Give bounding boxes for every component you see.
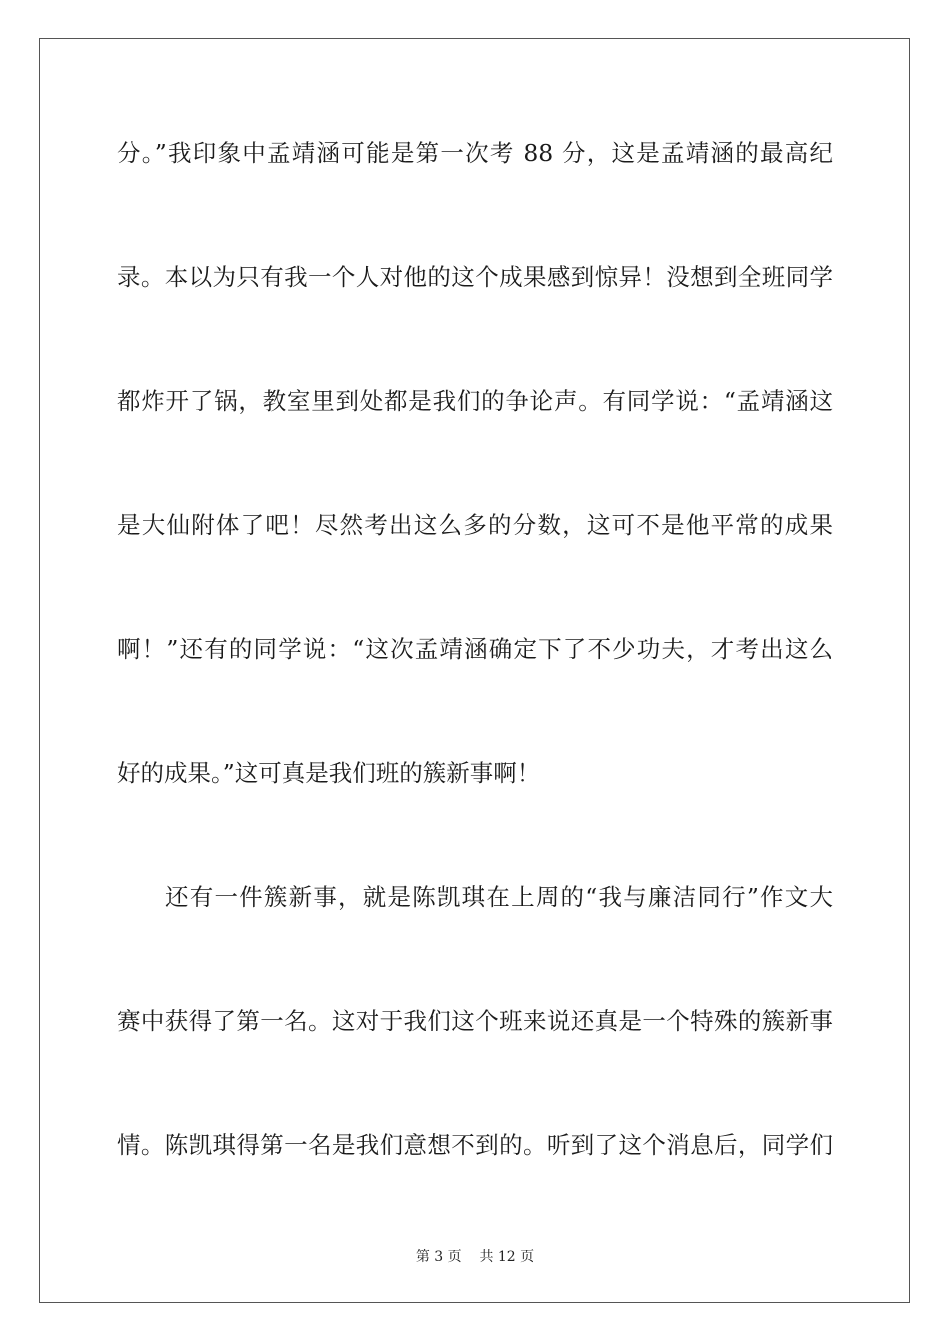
page-frame [39,38,910,1303]
text-line: 都炸开了锅，教室里到处都是我们的争论声。有同学说：“孟靖涵这 [117,387,833,415]
text-line: 好的成果。”这可真是我们班的簇新事啊！ [117,759,541,787]
paragraph-first-line: 还有一件簇新事，就是陈凯琪在上周的“我与廉洁同行”作文大 [165,883,833,911]
text-line: 啊！”还有的同学说：“这次孟靖涵确定下了不少功夫，才考出这么 [117,635,833,663]
page-number: 第 3 页 [415,1249,462,1265]
text-line: 赛中获得了第一名。这对于我们这个班来说还真是一个特殊的簇新事 [117,1007,833,1035]
text-line: 分。”我印象中孟靖涵可能是第一次考 88 分，这是孟靖涵的最高纪 [117,139,833,167]
page-total: 共 12 页 [479,1249,535,1265]
page-footer [0,1247,950,1267]
text-line: 情。陈凯琪得第一名是我们意想不到的。听到了这个消息后，同学们 [117,1131,833,1159]
text-line: 录。本以为只有我一个人对他的这个成果感到惊异！没想到全班同学 [117,263,833,291]
text-line: 是大仙附体了吧！尽然考出这么多的分数，这可不是他平常的成果 [117,511,833,539]
